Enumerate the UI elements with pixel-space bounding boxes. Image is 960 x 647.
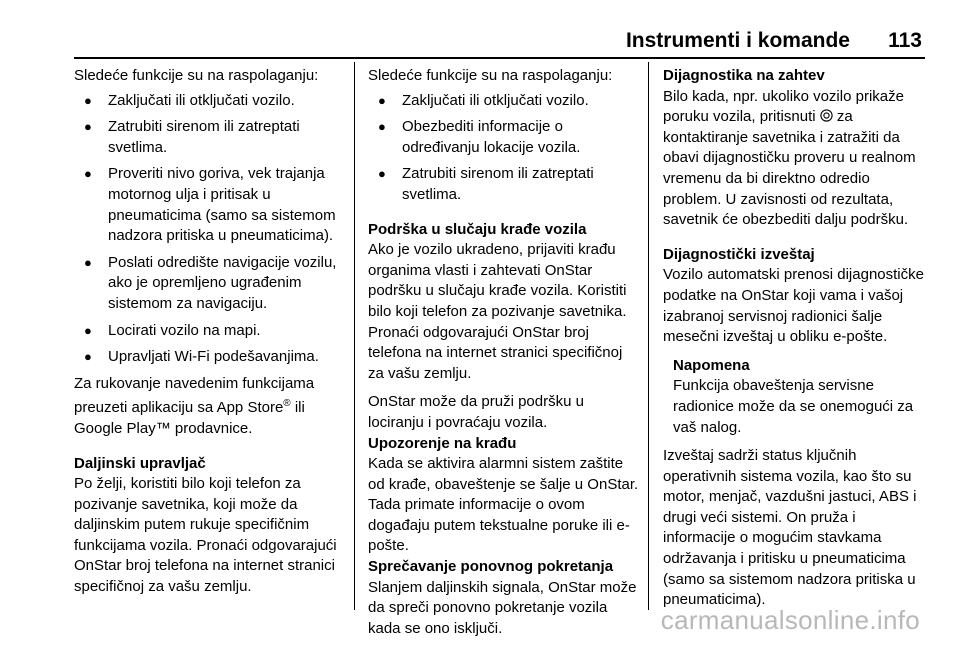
app-text-after: ili Google Play™ prodavnice. <box>74 399 305 437</box>
list-item: ● Proveriti nivo goriva, vek trajanja motornog ulja i pritisak u pneumaticima (samo sa sistemom nadzora pritiska u pneumaticima). <box>74 164 346 246</box>
report-heading: Dijagnostički izveštaj <box>663 245 815 263</box>
alarm-text: Kada se aktivira alarmni sistem zaštite od krađe, obaveštenje se šalje u OnStar. Tada primate informacije o ovom događaju putem tekstualne poruke ili e-pošte. <box>368 455 639 555</box>
registered-mark: ® <box>283 398 291 410</box>
note-text: Funkcija obaveštenja servisne radionice može da se onemogući za vaš nalog. <box>673 377 914 436</box>
header-divider <box>74 57 925 59</box>
list-item: ● Zatrubiti sirenom ili zatreptati svetlima. <box>368 164 640 205</box>
col1-intro: Sledeće funkcije su na raspolaganju: <box>74 67 319 84</box>
list-item: ● Zatrubiti sirenom ili zatreptati svetlima. <box>74 117 346 158</box>
app-paragraph <box>74 374 346 440</box>
col1-bullet-list <box>74 91 346 368</box>
remote-text: Po želji, koristiti bilo koji telefon za pozivanje savetnika, koji može da daljinskim putem rukuje specifičnim funkcijama vozila. Pronaći odgovarajući OnStar broj telefona na internet stranici specifičnoj za vašu zemlju. <box>74 475 337 596</box>
onstar-button-icon <box>820 107 833 128</box>
col2-intro: Sledeće funkcije su na raspolaganju: <box>368 67 613 84</box>
list-item: ● Obezbediti informacije o određivanju lokacije vozila. <box>368 117 640 158</box>
note-heading: Napomena <box>673 356 750 374</box>
summary-text: Izveštaj sadrži status ključnih operativnih sistema vozila, kao što su motor, menjač, vazdušni jastuci, ABS i drugi veći sistemi. On pruža i informacije o mogućim stavkama održavanja i pritisku u pneumaticima (samo sa sistemom nadzora pritiska u pneumaticima). <box>663 447 917 609</box>
column-divider-1 <box>354 62 355 610</box>
remote-heading: Daljinski upravljač <box>74 454 206 472</box>
diag-heading: Dijagnostika na zahtev <box>663 67 825 84</box>
alarm-heading: Upozorenje na krađu <box>368 434 517 452</box>
locate-text: OnStar može da pruži podršku u lociranju i povraćaju vozila. <box>368 393 584 431</box>
col2-bullet-list <box>368 91 640 206</box>
diag-text-after: za kontaktiranje savetnika i zatražiti da obavi dijagnostičku proveru u realnom vremenu da bi direktno odredio problem. U zavisnosti od rezultata, savetnik će obezbediti dalju podršku. <box>663 108 916 229</box>
list-item: ● Poslati odredište navigacije vozilu, ako je opremljeno ugrađenim sistemom za navigaciju. <box>74 253 346 315</box>
column-1 <box>74 66 346 606</box>
app-text-before: Za rukovanje navedenim funkcijama preuzeti aplikaciju sa App Store <box>74 374 315 417</box>
column-divider-2 <box>648 62 649 610</box>
diag-paragraph <box>663 87 929 231</box>
restart-text: Slanjem daljinskih signala, OnStar može da spreči ponovno pokretanje vozila kada se ono isključi. <box>368 578 637 637</box>
page-header <box>0 0 960 60</box>
list-item: ● Zaključati ili otključati vozilo. <box>368 91 640 112</box>
list-item: ● Upravljati Wi-Fi podešavanjima. <box>74 347 346 368</box>
report-text: Vozilo automatski prenosi dijagnostičke podatke na OnStar koji vama i vašoj izabranoj servisnoj radionici šalje mesečni izveštaj u obliku e-pošte. <box>663 266 924 346</box>
note-box <box>663 356 929 438</box>
list-item: ● Locirati vozilo na mapi. <box>74 321 346 342</box>
theft-text: Ako je vozilo ukradeno, prijaviti krađu organima vlasti i zahtevati OnStar podršku u slučaju krađe vozila. Koristiti bilo koji telefon za pozivanje savetnika. Pronaći odgovarajući OnStar broj telefona na internet stranici specifičnoj za vašu zemlju. <box>368 241 627 382</box>
restart-heading: Sprečavanje ponovnog pokretanja <box>368 558 614 576</box>
column-3 <box>663 66 929 619</box>
page-number: 113 <box>888 29 922 52</box>
list-item: ● Zaključati ili otključati vozilo. <box>74 91 346 112</box>
page-title: Instrumenti i komande <box>625 29 850 52</box>
theft-heading: Podrška u slučaju krađe vozila <box>368 220 587 238</box>
column-2 <box>368 66 640 647</box>
diag-text-before: Bilo kada, npr. ukoliko vozilo prikaže poruku vozila, pritisnuti <box>663 87 904 126</box>
watermark: carmanualsonline.info <box>660 605 920 635</box>
